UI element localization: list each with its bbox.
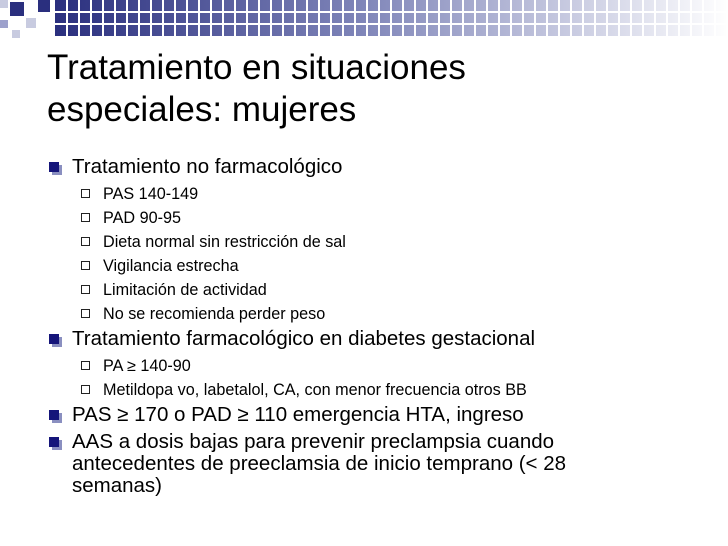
slide-title bbox=[47, 47, 707, 131]
bullet-text: PAS ≥ 170 o PAD ≥ 110 emergencia HTA, ingreso bbox=[72, 403, 524, 426]
square-bullet-icon bbox=[49, 334, 59, 344]
bullet-item bbox=[0, 328, 728, 356]
bullet-item bbox=[0, 404, 728, 431]
sub-bullet-text: PAS 140-149 bbox=[103, 185, 199, 203]
bullet-item bbox=[0, 156, 728, 184]
hollow-square-bullet-icon bbox=[81, 261, 90, 270]
square-bullet-icon bbox=[49, 162, 59, 172]
bullet-text: Tratamiento no farmacológico bbox=[72, 155, 343, 178]
bullet-text-line-1: AAS a dosis bajas para prevenir preclampsia cuando bbox=[72, 430, 555, 453]
sub-bullet-item bbox=[0, 280, 728, 304]
square-bullet-icon bbox=[49, 437, 59, 447]
sub-bullet-text: PA ≥ 140-90 bbox=[103, 357, 191, 375]
sub-bullet-item bbox=[0, 380, 728, 404]
sub-bullet-item bbox=[0, 304, 728, 328]
sub-bullet-item bbox=[0, 184, 728, 208]
slide-body bbox=[0, 156, 728, 497]
bullet-text-line-3: semanas) bbox=[72, 474, 163, 497]
bullet-text: Tratamiento farmacológico en diabetes gestacional bbox=[72, 327, 536, 350]
sub-bullet-item bbox=[0, 232, 728, 256]
hollow-square-bullet-icon bbox=[81, 213, 90, 222]
hollow-square-bullet-icon bbox=[81, 361, 90, 370]
sub-bullet-text: No se recomienda perder peso bbox=[103, 305, 326, 323]
sub-bullet-item bbox=[0, 256, 728, 280]
slide-title-line-2: especiales: mujeres bbox=[47, 90, 357, 129]
sub-bullet-text: PAD 90-95 bbox=[103, 209, 181, 227]
sub-bullet-item bbox=[0, 356, 728, 380]
sub-bullet-text: Dieta normal sin restricción de sal bbox=[103, 233, 346, 251]
bullet-text-line-2: antecedentes de preeclamsia de inicio temprano (< 28 bbox=[72, 452, 567, 475]
hollow-square-bullet-icon bbox=[81, 285, 90, 294]
hollow-square-bullet-icon bbox=[81, 385, 90, 394]
slide-title-line-1: Tratamiento en situaciones bbox=[47, 48, 466, 87]
hollow-square-bullet-icon bbox=[81, 237, 90, 246]
bullet-item bbox=[0, 431, 728, 497]
sub-bullet-text: Vigilancia estrecha bbox=[103, 257, 239, 275]
header-decoration bbox=[0, 0, 728, 40]
hollow-square-bullet-icon bbox=[81, 189, 90, 198]
sub-bullet-item bbox=[0, 208, 728, 232]
sub-bullet-text: Metildopa vo, labetalol, CA, con menor frecuencia otros BB bbox=[103, 381, 527, 399]
hollow-square-bullet-icon bbox=[81, 309, 90, 318]
square-bullet-icon bbox=[49, 410, 59, 420]
sub-bullet-text: Limitación de actividad bbox=[103, 281, 267, 299]
